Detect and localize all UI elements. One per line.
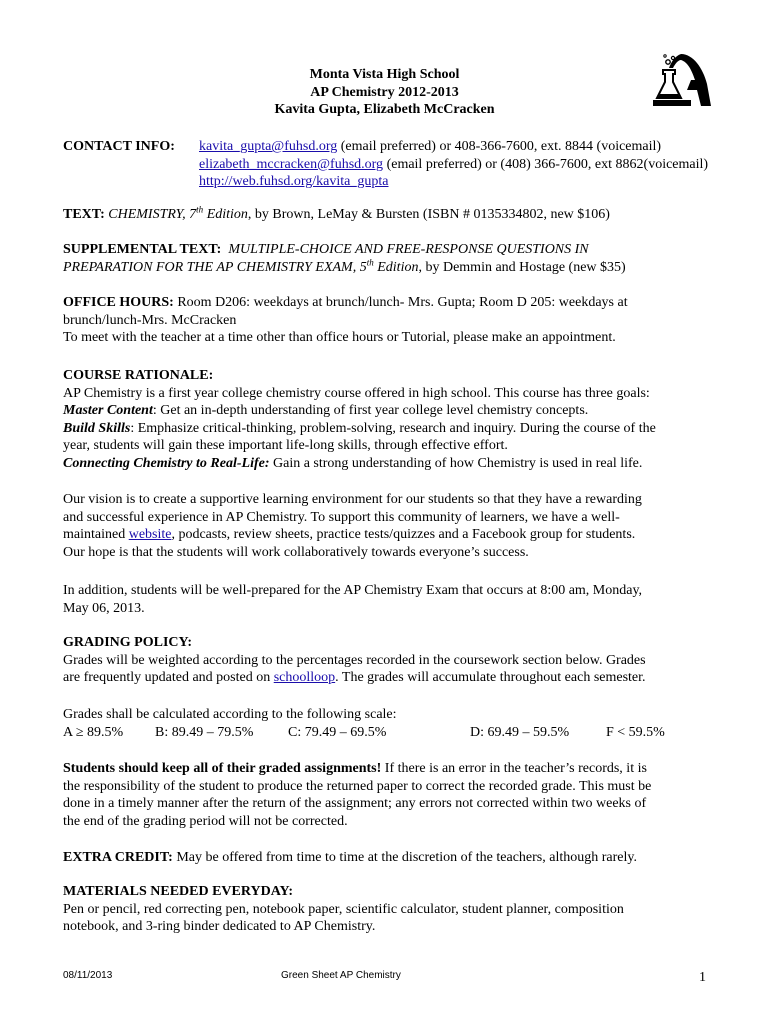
- course-name: AP Chemistry 2012-2013: [310, 84, 459, 100]
- vision-line1: Our vision is to create a supportive learning environment for our students so that they have a rewarding: [63, 492, 642, 507]
- website-link[interactable]: http://web.fuhsd.org/kavita_gupta: [199, 174, 389, 190]
- office-hours-line3: To meet with the teacher at a time other than office hours or Tutorial, please make an appointment.: [63, 330, 616, 346]
- grading-line1: Grades will be weighted according to the percentages recorded in the coursework section below. Grades: [63, 652, 646, 668]
- office-hours-line1: Room D206: weekdays at brunch/lunch- Mrs. Gupta; Room D 205: weekdays at: [173, 295, 628, 310]
- textbook-title: CHEMISTRY, 7: [108, 207, 197, 222]
- graded-assignments-section: [63, 760, 713, 830]
- extra-credit-text: May be offered from time to time at the discretion of the teachers, although rarely.: [172, 850, 637, 865]
- supplemental-title-line2: PREPARATION FOR THE AP CHEMISTRY EXAM, 5: [63, 259, 367, 275]
- page-number: 1: [699, 970, 706, 985]
- grading-line2-post: . The grades will accumulate throughout each semester.: [335, 670, 646, 686]
- chemistry-flask-logo-icon: [651, 50, 713, 108]
- goal-real-life-text: Gain a strong understanding of how Chemistry is used in real life.: [269, 455, 643, 471]
- textbook-edition-sup: th: [196, 204, 204, 215]
- school-name: Monta Vista High School: [309, 67, 460, 82]
- course-rationale-heading: COURSE RATIONALE:: [63, 368, 214, 383]
- footer-title: Green Sheet AP Chemistry: [281, 970, 401, 981]
- textbook-section: [63, 206, 713, 224]
- keep-line4: the end of the grading period will not be corrected.: [63, 813, 348, 829]
- materials-line1: Pen or pencil, red correcting pen, notebook paper, scientific calculator, student planner, composition: [63, 901, 624, 917]
- extra-credit-label: EXTRA CREDIT:: [63, 850, 173, 865]
- grade-f: F < 59.5%: [606, 724, 665, 740]
- grading-scale-intro: Grades shall be calculated according to the following scale:: [63, 707, 397, 722]
- grading-line2-pre: are frequently updated and posted on: [63, 670, 274, 686]
- grade-a: A ≥ 89.5%: [63, 724, 124, 740]
- keep-line2: the responsibility of the student to produce the returned paper to correct the recorded grade. This must be: [63, 778, 652, 794]
- supplemental-edition-sup: th: [366, 256, 374, 267]
- email-link-gupta[interactable]: kavita_gupta@fuhsd.org: [199, 139, 338, 154]
- contact-info: [199, 138, 739, 191]
- vision-line3-pre: maintained: [63, 527, 129, 543]
- goal-master-content-text: : Get an in-depth understanding of first year college level chemistry concepts.: [152, 403, 589, 419]
- goal-master-content-label: Master Content: [63, 403, 153, 419]
- grade-d: D: 69.49 – 59.5%: [470, 724, 570, 740]
- materials-heading: MATERIALS NEEDED EVERYDAY:: [63, 884, 294, 899]
- vision-line4: Our hope is that the students will work collaboratively towards everyone’s success.: [63, 544, 529, 560]
- email-note-gupta: (email preferred) or 408-366-7600, ext. 8844 (voicemail): [337, 139, 662, 154]
- keep-line1: If there is an error in the teacher’s records, it is: [381, 761, 647, 776]
- supplemental-text-section: [63, 241, 713, 276]
- contact-info-label: CONTACT INFO:: [63, 139, 175, 154]
- materials-line2: notebook, and 3-ring binder dedicated to AP Chemistry.: [63, 919, 376, 935]
- supplemental-label: SUPPLEMENTAL TEXT:: [63, 242, 222, 257]
- supplemental-details: , by Demmin and Hostage (new $35): [418, 259, 626, 275]
- teacher-names: Kavita Gupta, Elizabeth McCracken: [274, 102, 495, 118]
- website-inline-link[interactable]: website: [128, 527, 172, 543]
- supplemental-edition: Edition: [373, 259, 419, 275]
- goal-build-skills-label: Build Skills: [63, 420, 131, 436]
- vision-section: [63, 491, 713, 561]
- office-hours-line2: brunch/lunch-Mrs. McCracken: [63, 312, 237, 328]
- materials-section: [63, 883, 713, 936]
- exam-line1: In addition, students will be well-prepared for the AP Chemistry Exam that occurs at 8:00 am, Monday,: [63, 583, 643, 598]
- goal-real-life-label: Connecting Chemistry to Real-Life:: [63, 455, 270, 471]
- extra-credit-section: [63, 849, 713, 867]
- exam-line2: May 06, 2013.: [63, 600, 145, 616]
- grade-b: B: 89.49 – 79.5%: [155, 724, 254, 740]
- grading-policy-section: [63, 634, 713, 687]
- grading-scale-row: [63, 724, 713, 742]
- keep-assignments-bold: Students should keep all of their graded assignments!: [63, 761, 382, 776]
- grade-c: C: 79.49 – 69.5%: [288, 724, 387, 740]
- textbook-details: , by Brown, LeMay & Bursten (ISBN # 0135334802, new $106): [247, 207, 610, 222]
- footer-date: 08/11/2013: [63, 970, 113, 981]
- goal-build-skills-line2: year, students will gain these important life-long skills, through effective effort.: [63, 438, 508, 454]
- supplemental-title-line1: MULTIPLE-CHOICE AND FREE-RESPONSE QUESTIONS IN: [228, 242, 589, 257]
- course-rationale-section: [63, 367, 713, 473]
- office-hours-label: OFFICE HOURS:: [63, 295, 174, 310]
- textbook-edition: Edition: [203, 207, 248, 222]
- exam-section: [63, 582, 713, 617]
- vision-line2: and successful experience in AP Chemistry. To support this community of learners, we have a well-: [63, 509, 620, 525]
- grading-policy-heading: GRADING POLICY:: [63, 635, 192, 650]
- grading-scale-section: [63, 706, 713, 742]
- keep-line3: done in a timely manner after the return of the assignment; any errors not corrected within two weeks of: [63, 796, 647, 812]
- text-label: TEXT:: [63, 207, 105, 222]
- email-note-mccracken: (email preferred) or (408) 366-7600, ext 8862(voicemail): [383, 156, 709, 172]
- vision-line3-post: , podcasts, review sheets, practice tests/quizzes and a Facebook group for students.: [171, 527, 636, 543]
- schoolloop-link[interactable]: schoolloop: [273, 670, 336, 686]
- office-hours-section: [63, 294, 713, 347]
- email-link-mccracken[interactable]: elizabeth_mccracken@fuhsd.org: [199, 156, 384, 172]
- goal-build-skills-text: : Emphasize critical-thinking, problem-solving, research and inquiry. During the course of the: [130, 420, 656, 436]
- course-rationale-intro: AP Chemistry is a first year college chemistry course offered in high school. This course has three goals:: [63, 385, 650, 401]
